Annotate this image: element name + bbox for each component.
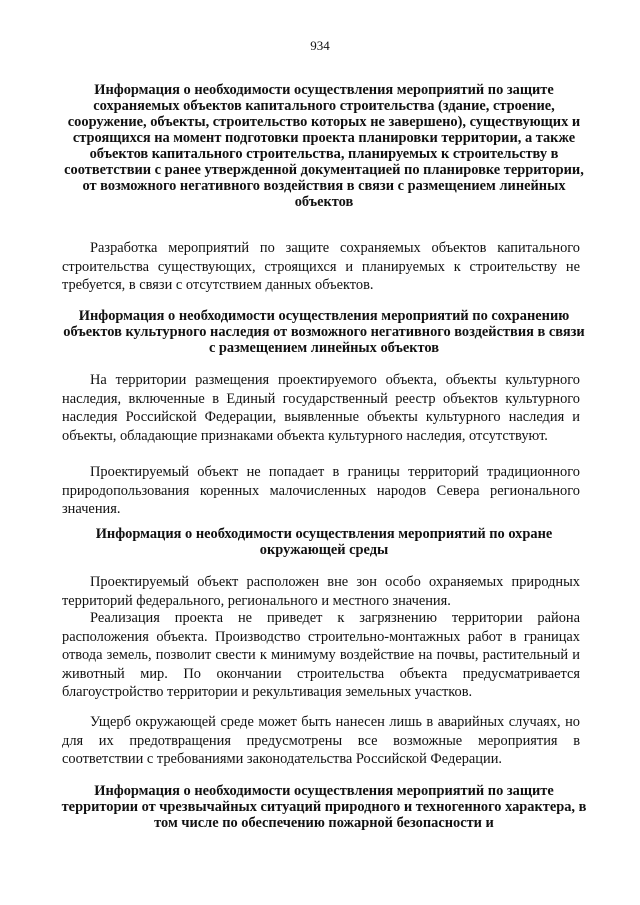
paragraph-environmental-damage: Ущерб окружающей среде может быть нанесен лишь в аварийных случаях, но для их предотвращения предусмотрены все возможные мероприятия в соответствии с требованиями законодательства Российской Федерации.: [62, 714, 580, 767]
paragraph-project-impact: Реализация проекта не приведет к загрязнению территории района расположения объекта. Производство строительно-монтажных работ в границах отвода земель, позволит свести к минимуму воздействие на почвы, растительный и животный мир. По окончании строительства объекта предусматривается благоустройство территории и рекультивация земельных участков.: [62, 610, 580, 700]
paragraph-cultural-heritage-absent: На территории размещения проектируемого объекта, объекты культурного наследия, включенные в Единый государственный реестр объектов культурного наследия Российской Федерации, выявленные объекты культурного наследия и объекты, обладающие признаками объекта культурного наследия, отсутствуют.: [62, 372, 580, 444]
paragraph-protected-areas: Проектируемый объект расположен вне зон особо охраняемых природных территорий федерального, регионального и местного значения.: [62, 574, 580, 609]
paragraph-traditional-nature-use: Проектируемый объект не попадает в границы территорий традиционного природопользования коренных малочисленных народов Севера регионального значения.: [62, 464, 580, 517]
section-heading-environmental-protection: Информация о необходимости осуществления мероприятий по охране окружающей среды: [95, 526, 553, 558]
paragraph-protection-not-required: Разработка мероприятий по защите сохраняемых объектов капитального строительства существующих, строящихся и планируемых к строительству не требуется, в связи с отсутствием данных объектов.: [62, 240, 580, 293]
section-heading-protection-of-capital-construction: Информация о необходимости осуществления мероприятий по защите сохраняемых объектов капитального строительства (здание, строение, сооружение, объекты, строительство которых не завершено), существующих и строящихся на момент подготовки проекта планировки территории, а также объектов капитального строительства, планируемых к строительству в соответствии с ранее утвержденной документацией по планировке территории, от возможного негативного воздействия в связи с размещением линейных объектов: [64, 82, 584, 210]
page-number: 934: [310, 38, 330, 53]
section-heading-cultural-heritage: Информация о необходимости осуществления мероприятий по сохранению объектов культурного наследия от возможного негативного воздействия в связи с размещением линейных объектов: [63, 308, 585, 356]
section-heading-emergency-protection: Информация о необходимости осуществления мероприятий по защите территории от чрезвычайных ситуаций природного и техногенного характера, в том числе по обеспечению пожарной безопасности и: [61, 783, 587, 831]
